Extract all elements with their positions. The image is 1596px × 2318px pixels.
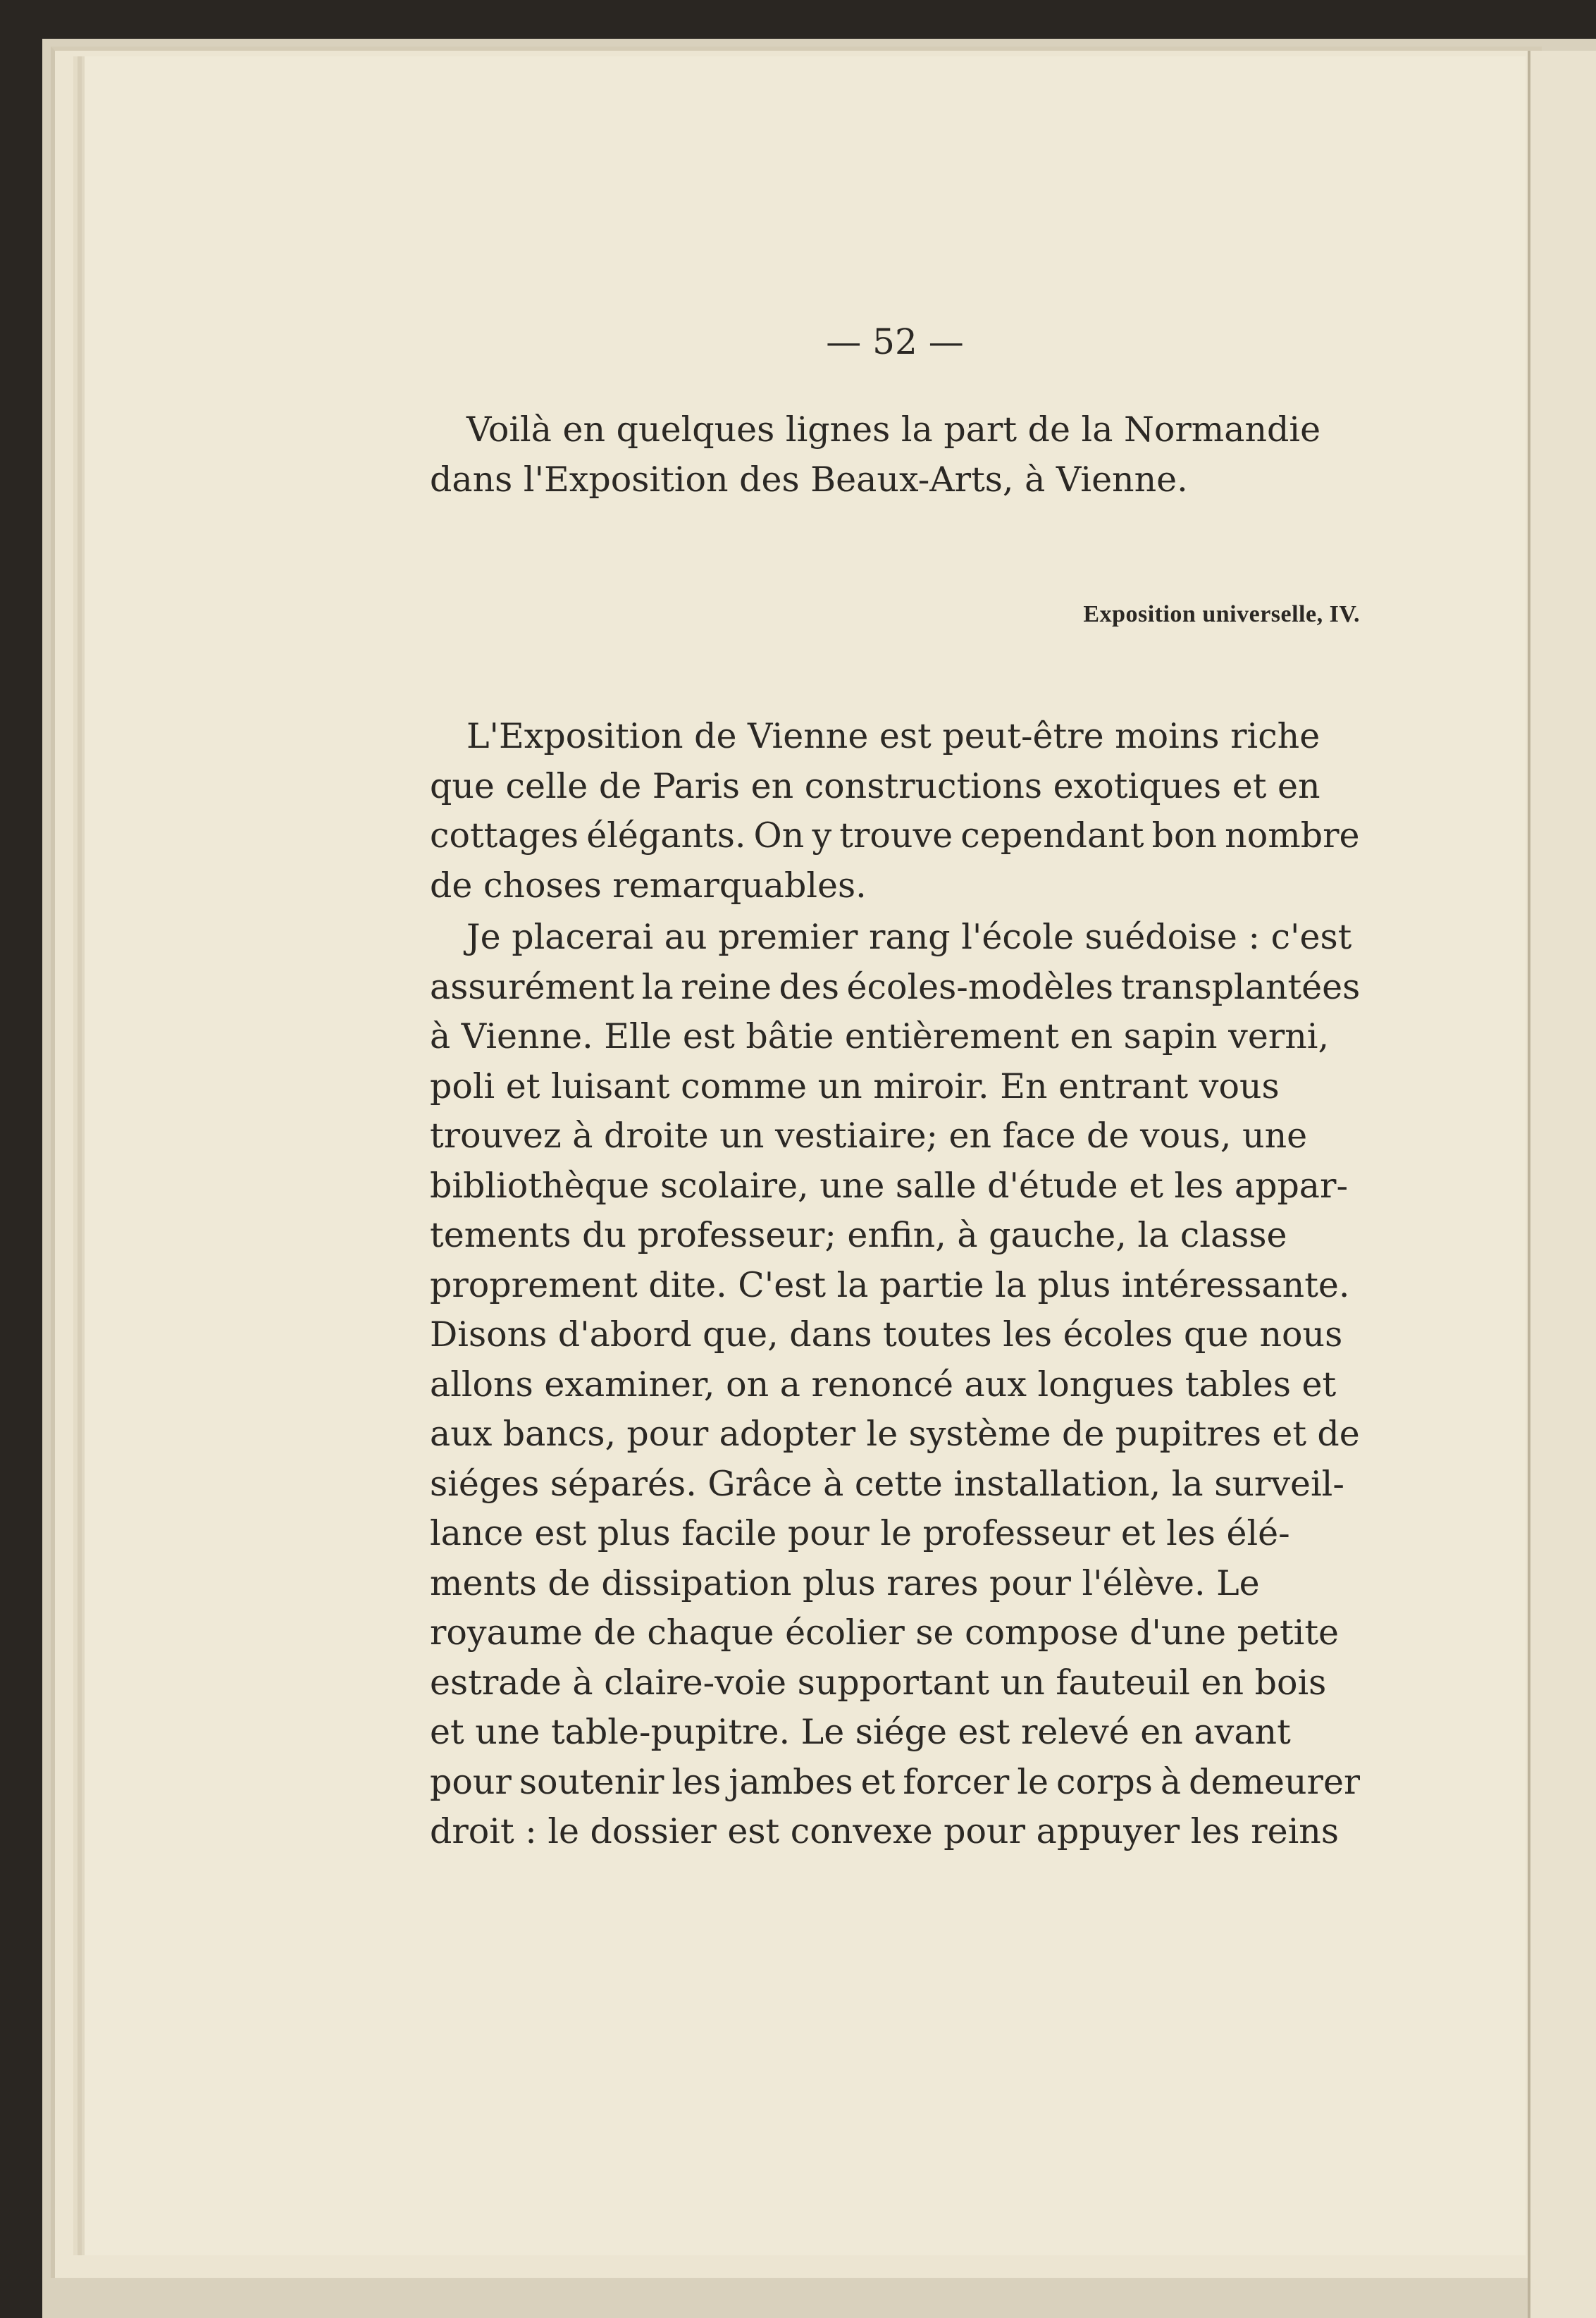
intro-paragraph: [430, 405, 1360, 505]
text-line: cottages élégants. On y trouve cependant bon nombre: [430, 815, 1360, 856]
text-line: de choses remarquables.: [430, 865, 867, 906]
text-line: poli et luisant comme un miroir. En entrant vous: [430, 1066, 1280, 1106]
text-line: aux bancs, pour adopter le système de pupitres et de: [430, 1414, 1360, 1454]
text-line: royaume de chaque écolier se compose d'une petite: [430, 1613, 1340, 1653]
text-line: Voilà en quelques lignes la part de la Normandie: [466, 409, 1321, 450]
text-line: allons examiner, on a renoncé aux longues tables et: [430, 1364, 1337, 1405]
text-line: assurément la reine des écoles-modèles transplantées: [430, 966, 1360, 1007]
paragraph-2: [430, 913, 1360, 1857]
text-line: Disons d'abord que, dans toutes les écoles que nous: [430, 1314, 1343, 1355]
text-line: estrade à claire-voie supportant un fauteuil en bois: [430, 1662, 1327, 1703]
text-line: siéges séparés. Grâce à cette installation, la surveil-: [430, 1463, 1344, 1504]
paragraph-1: [430, 712, 1360, 911]
text-line: et une table-pupitre. Le siége est relevé en avant: [430, 1712, 1291, 1752]
text-line: L'Exposition de Vienne est peut-être moins riche: [466, 716, 1320, 756]
text-line: tements du professeur; enfin, à gauche, la classe: [430, 1215, 1287, 1255]
text-line: dans l'Exposition des Beaux-Arts, à Vienne.: [430, 459, 1188, 500]
text-line: pour soutenir les jambes et forcer le corps à demeurer: [430, 1761, 1360, 1802]
text-line: droit : le dossier est convexe pour appuyer les reins: [430, 1811, 1339, 1851]
text-line: trouvez à droite un vestiaire; en face de vous, une: [430, 1116, 1308, 1156]
page-number: — 52 —: [826, 321, 964, 362]
text-line: bibliothèque scolaire, une salle d'étude et les appar-: [430, 1165, 1348, 1206]
text-line: Je placerai au premier rang l'école suédoise : c'est: [466, 917, 1352, 957]
text-line: proprement dite. C'est la partie la plus intéressante.: [430, 1264, 1350, 1305]
text-line: à Vienne. Elle est bâtie entièrement en sapin verni,: [430, 1016, 1330, 1056]
source-citation: Exposition universelle, IV.: [1083, 601, 1360, 627]
text-line: que celle de Paris en constructions exotiques et en: [430, 765, 1320, 806]
text-line: ments de dissipation plus rares pour l'élève. Le: [430, 1562, 1260, 1603]
text-line: lance est plus facile pour le professeur et les élé-: [430, 1513, 1290, 1553]
facing-page-edge: [1528, 51, 1596, 2318]
